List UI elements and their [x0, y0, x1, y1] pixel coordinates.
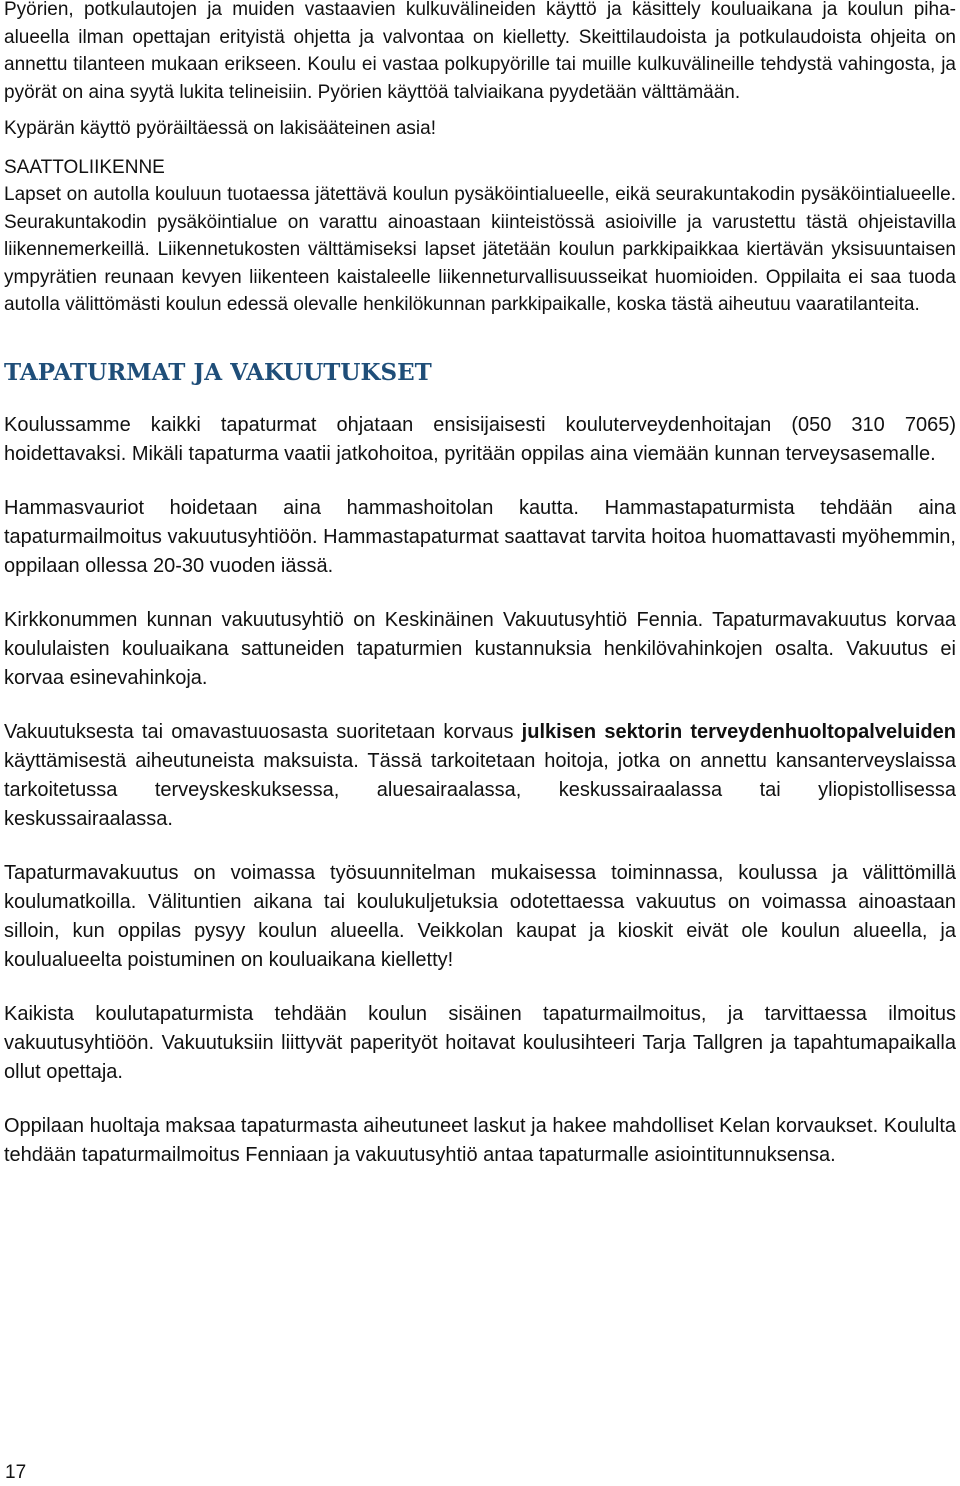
section-heading: TAPATURMAT JA VAKUUTUKSET — [4, 358, 432, 386]
paragraph-validity: Tapaturmavakuutus on voimassa työsuunnitelman mukaisessa toiminnassa, koulussa ja välittömillä koulumatkoilla. Välituntien aikana tai koulukuljetuksia odotettaessa vakuutus on voimassa ainoastaan silloin, kun oppilas pysyy koulun alueella. Veikkolan kaupat ja kioskit eivät ole koulun alueella, ja koulualueelta poistuminen on kouluaikana kielletty! — [4, 861, 956, 971]
section-title-saattoliikenne: SAATTOLIIKENNE — [4, 156, 165, 178]
document-page — [4, 0, 956, 1170]
page-number: 17 — [5, 1462, 27, 1483]
paragraph-compensation — [4, 718, 956, 834]
paragraph-dental: Hammasvauriot hoidetaan aina hammashoitolan kautta. Hammastapaturmista tehdään aina tapaturmailmoitus vakuutusyhtiöön. Hammastapaturmat saattavat tarvita hoitoa huomattavasti myöhemmin, oppilaan ollessa 20-30 vuoden iässä. — [4, 496, 956, 577]
paragraph-saattoliikenne: Lapset on autolla kouluun tuotaessa jätettävä koulun pysäköintialueelle, eikä seurakuntakodin pysäköintialueelle. Seurakuntakodin pysäköintialue on varattu ainoastaan kiinteistössä asioiville ja varustettu tästä ohjeistavilla liikennemerkeillä. Liikennetukosten välttämiseksi lapset jätetään koulun parkkipaikkaa kiertävän yksisuuntaisen ympyrätien reunaan kevyen liikenteen kaistaleelle liikenneturvallisuusseikat huomioiden. Oppilaita ei saa tuoda autolla välittömästi koulun edessä olevalle henkilökunnan parkkipaikalle, koska tästä aiheutuu vaaratilanteita. — [4, 184, 956, 315]
compensation-text-start: Vakuutuksesta tai omavastuuosasta suoritetaan korvaus — [4, 720, 522, 743]
compensation-text-end: käyttämisestä aiheutuneista maksuista. Tässä tarkoitetaan hoitoja, jotka on annettu kansanterveyslaissa tarkoitetussa terveyskeskuksessa, aluesairaalassa, keskussairaalassa tai yliopistollisessa keskussairaalassa. — [4, 749, 956, 830]
paragraph-insurer: Kirkkonummen kunnan vakuutusyhtiö on Keskinäinen Vakuutusyhtiö Fennia. Tapaturmavakuutus korvaa koululaisten kouluaikana sattuneiden tapaturmien kustannuksia henkilövahinkojen osalta. Vakuutus ei korvaa esinevahinkoja. — [4, 608, 956, 689]
paragraph-reporting: Kaikista koulutapaturmista tehdään koulun sisäinen tapaturmailmoitus, ja tarvittaessa ilmoitus vakuutusyhtiöön. Vakuutuksiin liittyvät paperityöt hoitavat koulusihteeri Tarja Tallgren ja tapahtumapaikalla ollut opettaja. — [4, 1002, 956, 1083]
compensation-bold: julkisen sektorin terveydenhuoltopalveluiden — [521, 720, 956, 743]
paragraph-guardian: Oppilaan huoltaja maksaa tapaturmasta aiheutuneet laskut ja hakee mahdolliset Kelan korvaukset. Koululta tehdään tapaturmailmoitus Fenniaan ja vakuutusyhtiö antaa tapaturmalle asiointitunnuksensa. — [4, 1114, 956, 1166]
paragraph-bikes: Pyörien, potkulautojen ja muiden vastaavien kulkuvälineiden käyttö ja käsittely kouluaikana ja koulun piha-alueella ilman opettajan erityistä ohjetta ja valvontaa on kielletty. Skeittilaudoista ja potkulaudoista ohjeita on annettu tilanteen mukaan erikseen. Koulu ei vastaa polkupyörille tai muille kulkuvälineille tehdystä vahingosta, ja pyörät on aina syytä lukita telineisiin. Pyörien käyttöä talviaikana pyydetään välttämään. — [4, 0, 956, 103]
paragraph-helmet: Kypärän käyttö pyöräiltäessä on lakisääteinen asia! — [4, 118, 436, 139]
paragraph-accidents: Koulussamme kaikki tapaturmat ohjataan ensisijaisesti kouluterveydenhoitajan (050 310 7065) hoidettavaksi. Mikäli tapaturma vaatii jatkohoitoa, pyritään oppilas aina viemään kunnan terveysasemalle. — [4, 413, 956, 465]
